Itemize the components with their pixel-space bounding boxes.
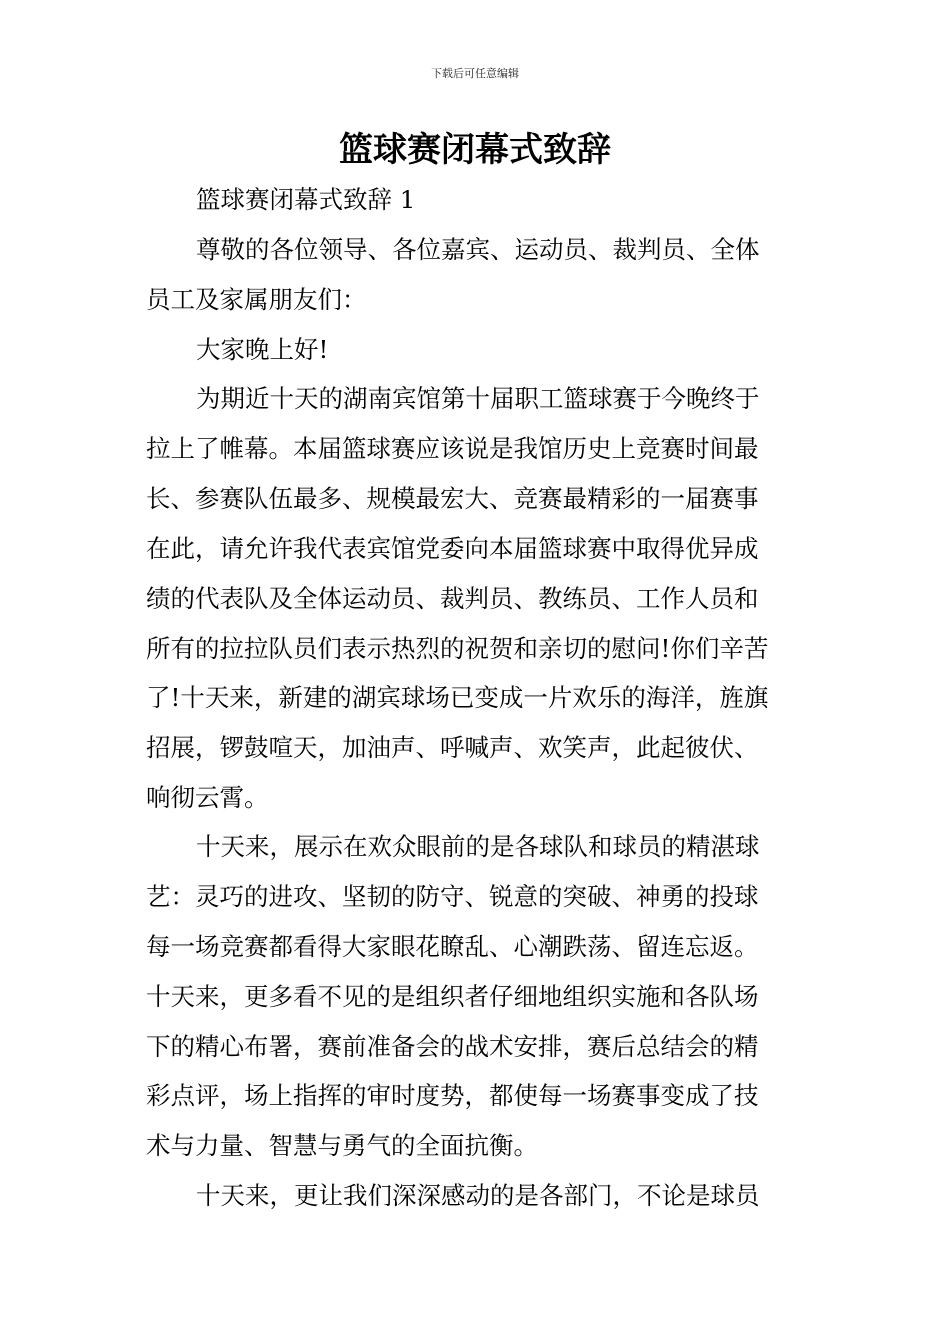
- text-line: 员工及家属朋友们：: [146, 285, 367, 314]
- text-line: 术与力量、智慧与勇气的全面抗衡。: [146, 1131, 538, 1160]
- text-line: 在此，请允许我代表宾馆党委向本届篮球赛中取得优异成: [146, 534, 759, 563]
- text-line: 长、参赛队伍最多、规模最宏大、竞赛最精彩的一届赛事: [146, 484, 759, 513]
- text-line: 拉上了帷幕。本届篮球赛应该说是我馆历史上竞赛时间最: [146, 434, 759, 463]
- text-line: 响彻云霄。: [146, 783, 269, 812]
- text-line: 绩的代表队及全体运动员、裁判员、教练员、工作人员和: [146, 584, 759, 613]
- document-title: 篮球赛闭幕式致辞: [339, 130, 611, 170]
- text-line: 彩点评，场上指挥的审时度势，都使每一场赛事变成了技: [146, 1081, 759, 1110]
- text-line: 所有的拉拉队员们表示热烈的祝贺和亲切的慰问!你们辛苦: [146, 634, 769, 663]
- text-line: 为期近十天的湖南宾馆第十届职工篮球赛于今晚终于: [196, 384, 760, 413]
- text-line: 招展，锣鼓喧天，加油声、呼喊声、欢笑声，此起彼伏、: [146, 733, 759, 762]
- text-line: 艺：灵巧的进攻、坚韧的防守、锐意的突破、神勇的投球: [146, 882, 759, 911]
- text-line: 尊敬的各位领导、各位嘉宾、运动员、裁判员、全体: [196, 235, 760, 264]
- text-line: 十天来，更多看不见的是组织者仔细地组织实施和各队场: [146, 982, 759, 1011]
- text-line: 大家晚上好!: [196, 335, 329, 364]
- text-line: 十天来，更让我们深深感动的是各部门，不论是球员: [196, 1181, 760, 1210]
- text-line: 每一场竞赛都看得大家眼花瞭乱、心潮跌荡、留连忘返。: [146, 932, 759, 961]
- header-note: 下载后可任意编辑: [431, 67, 519, 80]
- text-line: 下的精心布署，赛前准备会的战术安排，赛后总结会的精: [146, 1032, 759, 1061]
- subtitle-line: 篮球赛闭幕式致辞 1: [196, 185, 416, 214]
- text-line: 十天来，展示在欢众眼前的是各球队和球员的精湛球: [196, 832, 760, 861]
- text-line: 了!十天来，新建的湖宾球场已变成一片欢乐的海洋，旌旗: [146, 683, 769, 712]
